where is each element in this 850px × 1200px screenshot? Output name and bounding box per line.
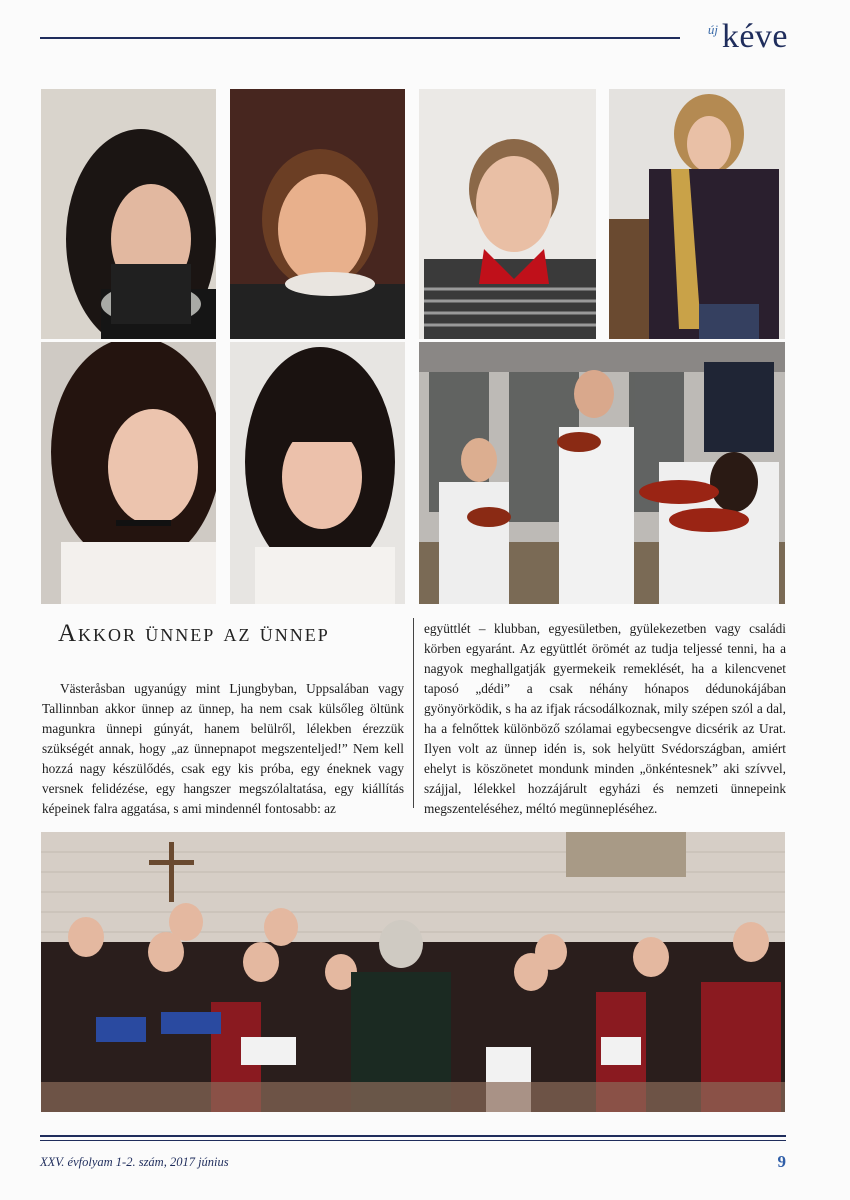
page-number: 9	[777, 1152, 786, 1171]
photo-boy-saxophone	[609, 89, 785, 339]
photo-girl-choker	[41, 342, 216, 604]
photo-girl-bangs	[230, 342, 405, 604]
footer-rule-thin	[40, 1140, 786, 1141]
article-column-1: Västeråsban ugyanúgy mint Ljungbyban, Uppsalában vagy Tallinnban akkor ünnep az ünnep, ha nem csak külsőleg öltünk magunkra ünnepi gúnyát, hanem belülről, lélekben érezzük szükségét annak, hogy „az ünnepnapot megszenteljed!” Nem kell hozzá nagy készülődés, csak egy kis próba, egy éneknek vagy versnek felidézése, egy hangszer megszólaltatása, egy kiállítás képeinek falra aggatása, s ami mindennél fontosabb: az	[42, 681, 404, 816]
article-title: Akkor ünnep az ünnep	[58, 620, 330, 647]
column-divider	[413, 618, 414, 808]
magazine-logo	[707, 18, 788, 56]
photo-girl-child	[230, 89, 405, 339]
photo-girl-reading	[41, 89, 216, 339]
logo-main-text: kéve	[721, 18, 788, 55]
photo-violin-group	[419, 342, 785, 604]
photo-boy-red-collar	[419, 89, 596, 339]
logo-small-text: új	[707, 22, 718, 37]
footer-rule	[40, 1135, 786, 1137]
article-column-2: együttlét – klubban, egyesületben, gyülekezetben vagy családi körben egyaránt. Az együttlét örömét az tudja teljessé tenni, ha a nagyok meghallgatják gyermekeik remeklését, ha a kilencvenet taposó „dédi” a csak néhány hónapos dédunokájában gyönyörködik, s ha az ifjak rácsodálkoznak, mily szépen szól a dal, ha a felnőttek különböző szólamai egybecsengve dicsérik az Urat. Ilyen volt az ünnep idén is, sok helyütt Svédországban, amiért ehelyt is köszönetet mondunk minden „önkéntesnek” aki szívvel, szájjal, lélekkel hozzájárult egyházi és nemzeti ünnepeink megszenteléséhez, méltó megünnepléséhez.	[424, 621, 786, 816]
issue-info: XXV. évfolyam 1-2. szám, 2017 június	[40, 1155, 229, 1169]
photo-choir	[41, 832, 785, 1112]
header-rule	[40, 37, 680, 39]
